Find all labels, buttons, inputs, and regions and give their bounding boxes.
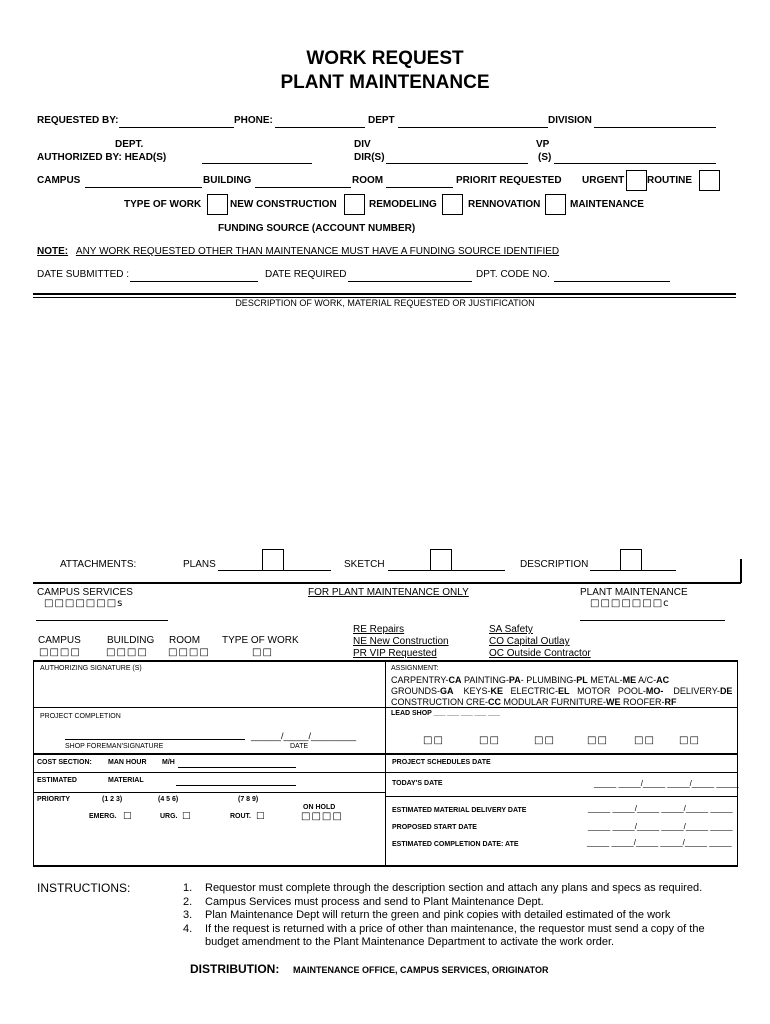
instruction-text-2: Campus Services must process and send to Plant Maintenance Dept. <box>205 896 544 908</box>
date-required-field[interactable] <box>348 281 472 282</box>
div-label: DIV <box>354 139 371 150</box>
campus-services-rule <box>36 620 168 621</box>
description-heading: DESCRIPTION OF WORK, MATERIAL REQUESTED OR JUSTIFICATION <box>235 298 535 308</box>
office-tow-boxes[interactable]: □□ <box>252 647 273 658</box>
assignment-line1: CARPENTRY-CA PAINTING-PA- PLUMBING-PL METAL-ME A/C-AC <box>391 675 670 685</box>
rout-label: ROUT. <box>230 813 251 820</box>
shop-boxes-1[interactable]: □□ <box>423 735 444 746</box>
assignment-label: ASSIGNMENT: <box>391 665 439 672</box>
project-completion-label: PROJECT COMPLETION <box>40 713 121 720</box>
note-label: NOTE: <box>37 246 69 257</box>
emerg-label: EMERG. <box>89 813 117 820</box>
dirs-field[interactable] <box>386 163 528 164</box>
mh-field[interactable] <box>178 767 296 768</box>
shop-boxes-5[interactable]: □□ <box>634 735 655 746</box>
new-construction-label: NEW CONSTRUCTION <box>230 199 337 210</box>
date-required-label: DATE REQUIRED <box>265 269 347 280</box>
shop-boxes-2[interactable]: □□ <box>479 735 500 746</box>
requested-by-label: REQUESTED BY: <box>37 115 119 126</box>
date-submitted-field[interactable] <box>130 281 258 282</box>
instruction-num-1: 1. <box>183 882 193 894</box>
requested-by-field[interactable] <box>119 127 234 128</box>
instruction-text-4-cont: budget amendment to the Plant Maintenance Department to activate the work order. <box>205 936 615 948</box>
priority-label: PRIORITY <box>37 796 71 803</box>
attachments-right-rule <box>740 559 742 583</box>
description-top-rule-1 <box>33 293 736 295</box>
dept-head-label: DEPT. <box>115 139 144 150</box>
routine-checkbox[interactable] <box>699 170 720 191</box>
building-label: BUILDING <box>203 175 252 186</box>
est-material-delivery-field[interactable]: _____ _____/_____ _____/_____ _____ <box>588 804 733 813</box>
attachments-bottom-rule <box>33 582 741 584</box>
routine-label: ROUTINE <box>647 175 692 186</box>
office-campus-label: CAMPUS <box>38 635 81 646</box>
campus-services-label: CAMPUS SERVICES <box>37 587 133 598</box>
urgent-checkbox[interactable] <box>626 170 647 191</box>
division-field[interactable] <box>594 127 716 128</box>
maintenance-checkbox[interactable] <box>545 194 566 215</box>
emerg-checkbox[interactable]: □ <box>123 811 133 821</box>
dirs-label: DIR(S) <box>354 152 385 163</box>
project-schedules-date-label: PROJECT SCHEDULES DATE <box>392 759 491 766</box>
material-label: MATERIAL <box>108 777 144 784</box>
note <box>37 246 559 257</box>
priority-456: (4 5 6) <box>158 796 179 803</box>
office-building-label: BUILDING <box>107 635 155 646</box>
code-new-construction: NE New Construction <box>353 636 449 647</box>
remodeling-checkbox[interactable] <box>344 194 365 215</box>
priority-789: (7 8 9) <box>238 796 259 803</box>
office-type-of-work-label: TYPE OF WORK <box>222 635 299 646</box>
funding-source-label: FUNDING SOURCE (ACCOUNT NUMBER) <box>218 223 416 234</box>
priority-123: (1 2 3) <box>102 796 123 803</box>
remodeling-label: REMODELING <box>369 199 437 210</box>
lead-shop-label: LEAD SHOP ___ ___ ___ ___ ___ <box>391 710 500 717</box>
type-of-work-label: TYPE OF WORK <box>124 199 202 210</box>
description-checkbox[interactable] <box>620 549 642 571</box>
shop-foreman-label: SHOP FOREMAN'SIGNATURE <box>65 743 164 750</box>
todays-date-label: TODAY'S DATE <box>392 780 443 787</box>
instruction-text-3: Plan Maintenance Dept will return the green and pink copies with detailed estimated of the work <box>205 909 671 921</box>
rennovation-label: RENNOVATION <box>468 199 541 210</box>
description-area[interactable] <box>35 312 735 548</box>
room-label: ROOM <box>352 175 384 186</box>
estimated-label: ESTIMATED <box>37 777 77 784</box>
sketch-label: SKETCH <box>344 559 385 570</box>
distribution-label: DISTRIBUTION: <box>190 962 280 976</box>
vp-label: VP <box>536 139 550 150</box>
man-hour-label: MAN HOUR <box>108 759 147 766</box>
instruction-num-4: 4. <box>183 923 193 935</box>
form-title-line1: WORK REQUEST <box>306 48 464 69</box>
code-vip-requested: PR VIP Requested <box>353 648 437 659</box>
shop-foreman-signature-field[interactable] <box>65 739 245 740</box>
plant-maintenance-code[interactable]: □□□□□□□c <box>590 598 670 609</box>
auth-sig-bottom-rule <box>33 707 385 708</box>
cost-section-label: COST SECTION: <box>37 759 92 766</box>
sketch-checkbox[interactable] <box>430 549 452 571</box>
todays-date-row-rule <box>385 796 737 797</box>
plans-checkbox[interactable] <box>262 549 284 571</box>
office-building-boxes[interactable]: □□□□ <box>106 647 148 658</box>
on-hold-boxes[interactable]: □□□□ <box>301 811 343 822</box>
instruction-num-2: 2. <box>183 896 193 908</box>
assignment-line3: CONSTRUCTION CRE-CC MODULAR FURNITURE-WE ROOFER-RF <box>391 697 677 707</box>
building-field[interactable] <box>255 187 351 188</box>
priority-requested-label: PRIORIT REQUESTED <box>456 175 562 186</box>
proposed-start-field[interactable]: _____ _____/_____ _____/_____ _____ <box>588 822 733 831</box>
instruction-num-3: 3. <box>183 909 193 921</box>
authorized-by-label: AUTHORIZED BY: HEAD(S) <box>37 152 167 163</box>
room-field[interactable] <box>386 187 453 188</box>
est-material-delivery-label: ESTIMATED MATERIAL DELIVERY DATE <box>392 807 527 814</box>
schedules-row-rule <box>385 772 737 773</box>
code-safety: SA Safety <box>489 624 533 635</box>
campus-label: CAMPUS <box>37 175 81 186</box>
assignment-line2: GROUNDS-GA KEYS-KE ELECTRIC-EL MOTOR POOL-MO- DELIVERY-DE <box>391 686 733 696</box>
rout-checkbox[interactable]: □ <box>256 811 266 821</box>
shop-boxes-3[interactable]: □□ <box>534 735 555 746</box>
phone-label: PHONE: <box>234 115 273 126</box>
attachments-label: ATTACHMENTS: <box>60 559 137 570</box>
dpt-code-label: DPT. CODE NO. <box>476 269 550 280</box>
completion-date-field[interactable]: ______/_____/_________ <box>251 731 357 741</box>
vp-field[interactable] <box>554 163 716 164</box>
description-attach-label: DESCRIPTION <box>520 559 589 570</box>
note-text: ANY WORK REQUESTED OTHER THAN MAINTENANCE MUST HAVE A FUNDING SOURCE IDENTIFIED <box>75 246 560 257</box>
dpt-code-field[interactable] <box>554 281 670 282</box>
on-hold-label: ON HOLD <box>303 804 336 811</box>
urg-checkbox[interactable]: □ <box>182 811 192 821</box>
urgent-label: URGENT <box>582 175 625 186</box>
est-completion-label: ESTIMATED COMPLETION DATE: ATE <box>392 841 519 848</box>
authorizing-signature-label: AUTHORIZING SIGNATURE (S) <box>40 665 142 672</box>
lower-right-border <box>737 660 738 866</box>
mh-label: M/H <box>162 759 175 766</box>
vp-s-label: (S) <box>538 152 552 163</box>
division-label: DIVISION <box>548 115 592 126</box>
instruction-text-1: Requestor must complete through the description section and attach any plans and specs as required. <box>205 882 703 894</box>
estimated-row-rule <box>33 792 385 793</box>
code-capital-outlay: CO Capital Outlay <box>489 636 570 647</box>
office-room-label: ROOM <box>169 635 201 646</box>
campus-services-code[interactable]: □□□□□□□s <box>44 598 124 609</box>
assignment-bottom-rule <box>385 707 737 708</box>
instructions-label: INSTRUCTIONS: <box>37 881 131 895</box>
shop-boxes-4[interactable]: □□ <box>587 735 608 746</box>
lower-left-border <box>33 660 34 866</box>
material-field[interactable] <box>176 785 296 786</box>
office-room-boxes[interactable]: □□□□ <box>168 647 210 658</box>
authorized-head-field[interactable] <box>202 163 312 164</box>
phone-field[interactable] <box>275 127 365 128</box>
completion-date-label: DATE <box>290 743 309 750</box>
shop-boxes-6[interactable]: □□ <box>679 735 700 746</box>
todays-date-field[interactable]: _____ _____/_____ _____/_____ _____ <box>594 779 739 788</box>
rennovation-checkbox[interactable] <box>442 194 463 215</box>
distribution-text: MAINTENANCE OFFICE, CAMPUS SERVICES, ORIGINATOR <box>293 965 549 975</box>
authorizing-signature-field[interactable] <box>36 676 381 704</box>
plant-maintenance-rule <box>580 620 725 621</box>
dept-label: DEPT <box>368 115 395 126</box>
date-submitted-label: DATE SUBMITTED : <box>37 269 130 280</box>
code-repairs: RE Repairs <box>353 624 405 635</box>
lower-middle-divider <box>385 660 386 866</box>
code-outside-contractor: OC Outside Contractor <box>489 648 591 659</box>
new-construction-checkbox[interactable] <box>207 194 228 215</box>
maintenance-label: MAINTENANCE <box>570 199 644 210</box>
dept-field[interactable] <box>398 127 548 128</box>
instruction-text-4: If the request is returned with a price of other than maintenance, the requestor must send a copy of the <box>205 923 705 935</box>
cost-section-top-rule <box>33 753 737 755</box>
office-campus-boxes[interactable]: □□□□ <box>39 647 81 658</box>
campus-field[interactable] <box>85 187 202 188</box>
lower-bottom-rule <box>33 865 738 867</box>
est-completion-field[interactable]: _____ _____/_____ _____/_____ _____ <box>587 838 732 847</box>
urg-label: URG. <box>160 813 178 820</box>
form-title-line2: PLANT MAINTENANCE <box>280 72 490 93</box>
proposed-start-label: PROPOSED START DATE <box>392 824 477 831</box>
pm-only-label: FOR PLANT MAINTENANCE ONLY <box>308 587 469 598</box>
plant-maintenance-label: PLANT MAINTENANCE <box>580 587 688 598</box>
plans-label: PLANS <box>183 559 216 570</box>
cost-row-rule <box>33 772 385 773</box>
